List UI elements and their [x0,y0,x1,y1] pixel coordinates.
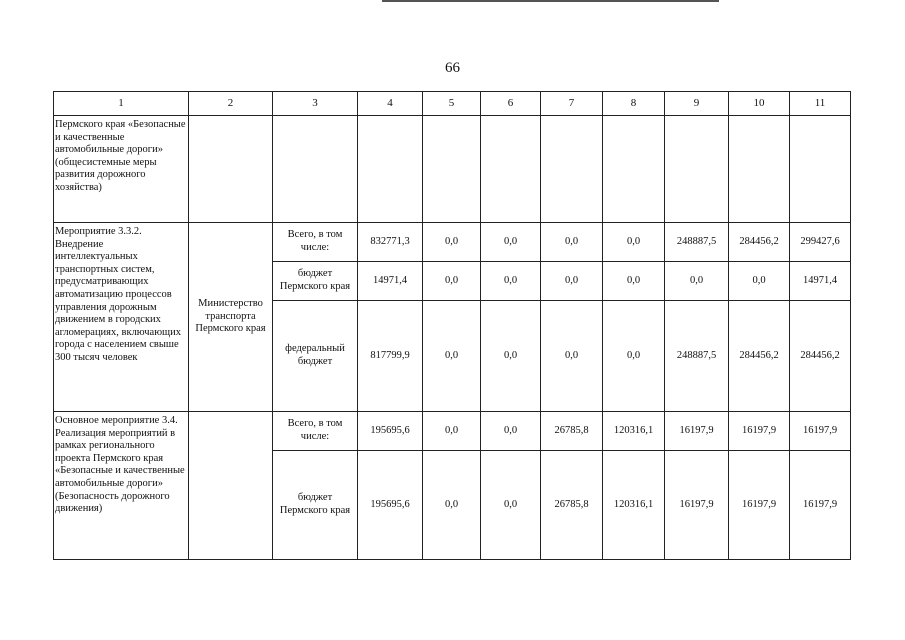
header-cell: 5 [423,92,481,116]
amount-cell: 0,0 [541,223,603,262]
funding-source-cell: Всего, в том числе: [273,223,358,262]
amount-cell: 284456,2 [729,301,790,412]
amount-cell: 16197,9 [729,451,790,560]
empty-cell [423,116,481,223]
amount-cell: 248887,5 [665,223,729,262]
amount-cell: 0,0 [481,451,541,560]
empty-cell [665,116,729,223]
empty-cell [790,116,851,223]
header-cell: 3 [273,92,358,116]
amount-cell: 0,0 [603,262,665,301]
amount-cell: 16197,9 [665,412,729,451]
amount-cell: 0,0 [423,451,481,560]
event-name-cell: Основное мероприятие 3.4. Реализация мероприятий в рамках регионального проекта Пермского края «Безопасные и качественные автомобильные дороги» (Безопасность дорожного движения) [54,412,189,560]
amount-cell: 284456,2 [729,223,790,262]
funding-source-cell: федеральный бюджет [273,301,358,412]
amount-cell: 0,0 [541,301,603,412]
amount-cell: 14971,4 [790,262,851,301]
header-cell: 8 [603,92,665,116]
amount-cell: 14971,4 [358,262,423,301]
amount-cell: 0,0 [481,223,541,262]
amount-cell: 0,0 [481,301,541,412]
event-name-cell: Пермского края «Безопасные и качественные автомобильные дороги» (общесистемные меры развития дорожного хозяйства) [54,116,189,223]
amount-cell: 0,0 [423,262,481,301]
amount-cell: 120316,1 [603,451,665,560]
amount-cell: 195695,6 [358,412,423,451]
amount-cell: 0,0 [729,262,790,301]
amount-cell: 16197,9 [665,451,729,560]
amount-cell: 120316,1 [603,412,665,451]
budget-table [53,91,851,560]
table-row [54,116,851,223]
header-cell: 4 [358,92,423,116]
amount-cell: 0,0 [665,262,729,301]
amount-cell: 248887,5 [665,301,729,412]
amount-cell: 299427,6 [790,223,851,262]
amount-cell: 817799,9 [358,301,423,412]
amount-cell: 0,0 [603,301,665,412]
amount-cell: 26785,8 [541,451,603,560]
funding-source-cell: Всего, в том числе: [273,412,358,451]
header-cell: 9 [665,92,729,116]
amount-cell: 0,0 [603,223,665,262]
page-number: 66 [445,60,460,76]
amount-cell: 16197,9 [790,451,851,560]
amount-cell: 16197,9 [729,412,790,451]
amount-cell: 195695,6 [358,451,423,560]
amount-cell: 0,0 [481,262,541,301]
empty-cell [603,116,665,223]
event-name-cell: Мероприятие 3.3.2. Внедрение интеллектуальных транспортных систем, предусматривающих автоматизацию процессов управления дорожным движением в городских агломерациях, включающих города с населением свыше 300 тысяч человек [54,223,189,412]
amount-cell: 284456,2 [790,301,851,412]
empty-cell [273,116,358,223]
empty-cell [541,116,603,223]
amount-cell: 0,0 [423,412,481,451]
empty-cell [358,116,423,223]
amount-cell: 16197,9 [790,412,851,451]
funding-source-cell: бюджет Пермского края [273,262,358,301]
table-row [54,412,851,451]
header-cell: 7 [541,92,603,116]
top-rule [382,0,719,2]
amount-cell: 0,0 [423,301,481,412]
amount-cell: 832771,3 [358,223,423,262]
amount-cell: 0,0 [423,223,481,262]
header-row [54,92,851,116]
amount-cell: 0,0 [541,262,603,301]
header-cell: 1 [54,92,189,116]
header-cell: 2 [189,92,273,116]
header-cell: 10 [729,92,790,116]
funding-source-cell: бюджет Пермского края [273,451,358,560]
table-row [54,223,851,262]
empty-cell [729,116,790,223]
empty-cell [189,116,273,223]
empty-cell [189,412,273,560]
executor-cell: Министерство транспорта Пермского края [189,223,273,412]
header-cell: 11 [790,92,851,116]
header-cell: 6 [481,92,541,116]
amount-cell: 0,0 [481,412,541,451]
amount-cell: 26785,8 [541,412,603,451]
empty-cell [481,116,541,223]
